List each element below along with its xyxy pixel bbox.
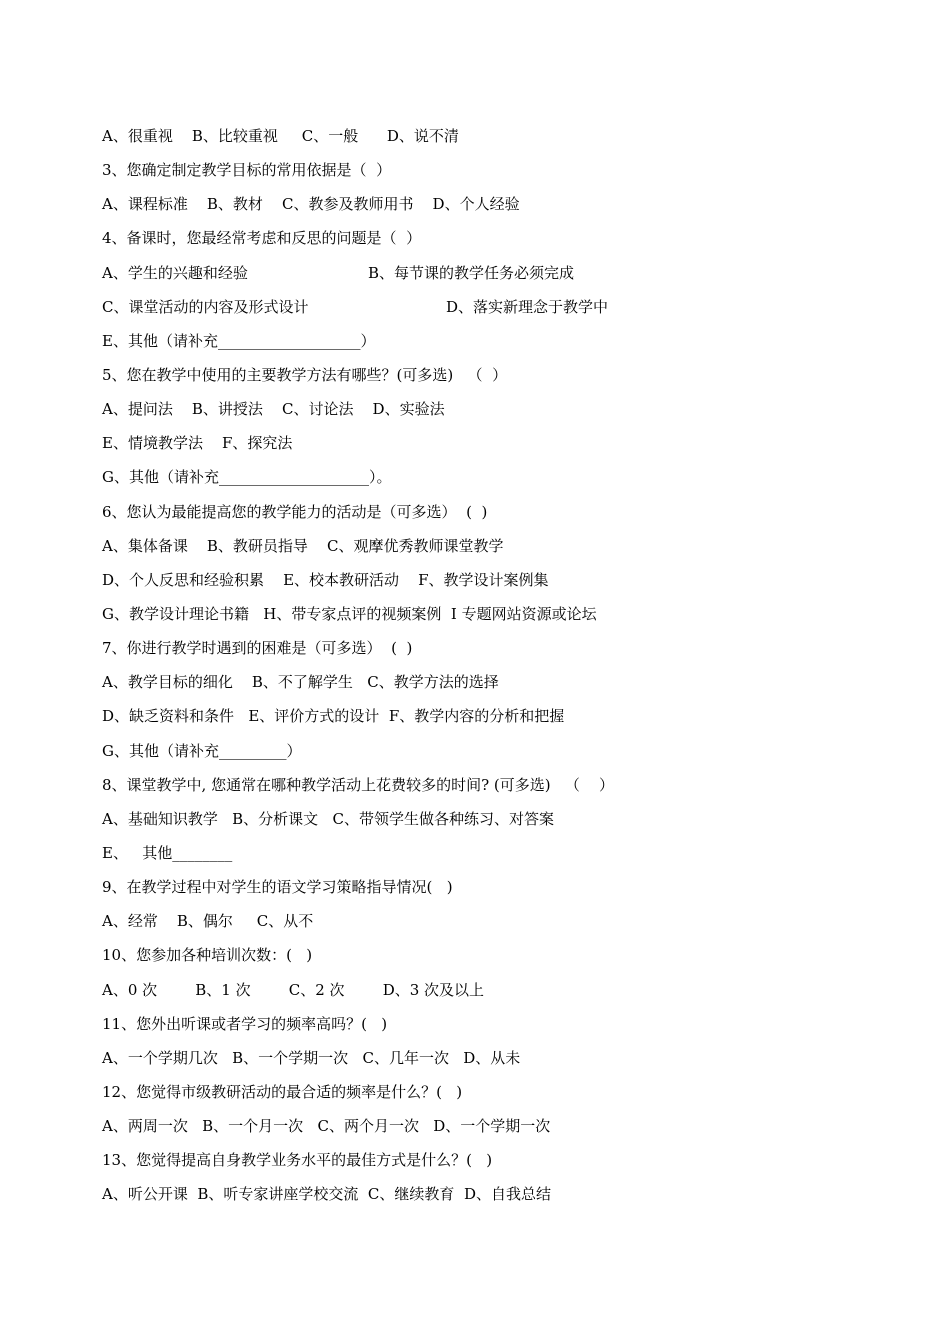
text-line [102, 358, 902, 392]
line-text: G、其他（请补充_________） [102, 741, 302, 760]
line-text: 5、您在教学中使用的主要教学方法有哪些？(可多选) （ ） [102, 365, 508, 384]
line-text: A、经常 B、偶尔 C、从不 [102, 912, 314, 931]
line-text: 3、您确定制定教学目标的常用依据是（ ） [102, 161, 392, 180]
text-line [102, 563, 902, 597]
text-line [102, 495, 902, 529]
text-line [102, 460, 902, 494]
text-line [102, 768, 902, 802]
text-line [102, 1143, 902, 1177]
text-line [102, 256, 902, 290]
line-text-column-2: D、落实新理念于教学中 [446, 297, 609, 316]
text-line [102, 665, 902, 699]
line-text: E、情境教学法 F、探究法 [102, 434, 293, 453]
line-text: 4、备课时，您最经常考虑和反思的问题是（ ） [102, 229, 422, 248]
text-line [102, 290, 902, 324]
text-line [102, 1041, 902, 1075]
line-text: A、基础知识教学 B、分析课文 C、带领学生做各种练习、对答案 [102, 809, 554, 828]
text-line [102, 221, 902, 255]
line-text: A、教学目标的细化 B、不了解学生 C、教学方法的选择 [102, 673, 499, 692]
text-line [102, 153, 902, 187]
text-line [102, 392, 902, 426]
line-text: A、学生的兴趣和经验 [102, 263, 248, 282]
line-text: A、很重视 B、比较重视 C、一般 D、说不清 [102, 127, 459, 145]
text-line [102, 119, 902, 153]
text-line [102, 870, 902, 904]
text-line [102, 1109, 902, 1143]
line-text: 9、在教学过程中对学生的语文学习策略指导情况( ) [102, 878, 453, 897]
line-text: A、两周一次 B、一个月一次 C、两个月一次 D、一个学期一次 [102, 1117, 551, 1136]
text-line [102, 1177, 902, 1211]
text-line [102, 324, 902, 358]
text-line [102, 597, 902, 631]
line-text: A、一个学期几次 B、一个学期一次 C、几年一次 D、从未 [102, 1048, 521, 1067]
line-text: C、课堂活动的内容及形式设计 [102, 297, 309, 316]
line-text: E、 其他________ [102, 843, 233, 862]
line-text: 13、您觉得提高自身教学业务水平的最佳方式是什么？( ) [102, 1151, 493, 1170]
line-text: A、听公开课 B、听专家讲座学校交流 C、继续教育 D、自我总结 [102, 1185, 551, 1204]
line-text: D、缺乏资料和条件 E、评价方式的设计 F、教学内容的分析和把握 [102, 707, 565, 726]
text-line [102, 529, 902, 563]
line-text: D、个人反思和经验积累 E、校本教研活动 F、教学设计案例集 [102, 570, 549, 589]
line-text: 12、您觉得市级教研活动的最合适的频率是什么？( ) [102, 1082, 463, 1101]
text-line [102, 1007, 902, 1041]
line-text: 7、你进行教学时遇到的困难是（可多选） ( ) [102, 639, 413, 658]
text-line [102, 1075, 902, 1109]
text-line [102, 426, 902, 460]
line-text-column-2: B、每节课的教学任务必须完成 [368, 263, 575, 282]
line-text: 6、您认为最能提高您的教学能力的活动是（可多选） ( ) [102, 502, 488, 521]
text-line [102, 699, 902, 733]
text-line [102, 973, 902, 1007]
questionnaire-page [102, 119, 902, 1212]
line-text: A、提问法 B、讲授法 C、讨论法 D、实验法 [102, 400, 445, 419]
text-line [102, 802, 902, 836]
line-text: 10、您参加各种培训次数：( ) [102, 946, 313, 965]
line-text: 8、课堂教学中, 您通常在哪种教学活动上花费较多的时间? (可多选) （ ） [102, 775, 614, 794]
text-line [102, 631, 902, 665]
line-text: E、其他（请补充___________________） [102, 331, 376, 350]
line-text: 11、您外出听课或者学习的频率高吗？( ) [102, 1014, 388, 1033]
text-line [102, 836, 902, 870]
line-text: A、课程标准 B、教材 C、教参及教师用书 D、个人经验 [102, 195, 520, 214]
line-text: A、0 次 B、1 次 C、2 次 D、3 次及以上 [102, 980, 485, 999]
line-text: G、其他（请补充____________________）。 [102, 468, 392, 487]
text-line [102, 938, 902, 972]
line-text: A、集体备课 B、教研员指导 C、观摩优秀教师课堂教学 [102, 536, 504, 555]
text-line [102, 734, 902, 768]
text-line [102, 187, 902, 221]
text-line [102, 904, 902, 938]
line-text: G、教学设计理论书籍 H、带专家点评的视频案例 I 专题网站资源或论坛 [102, 604, 597, 623]
